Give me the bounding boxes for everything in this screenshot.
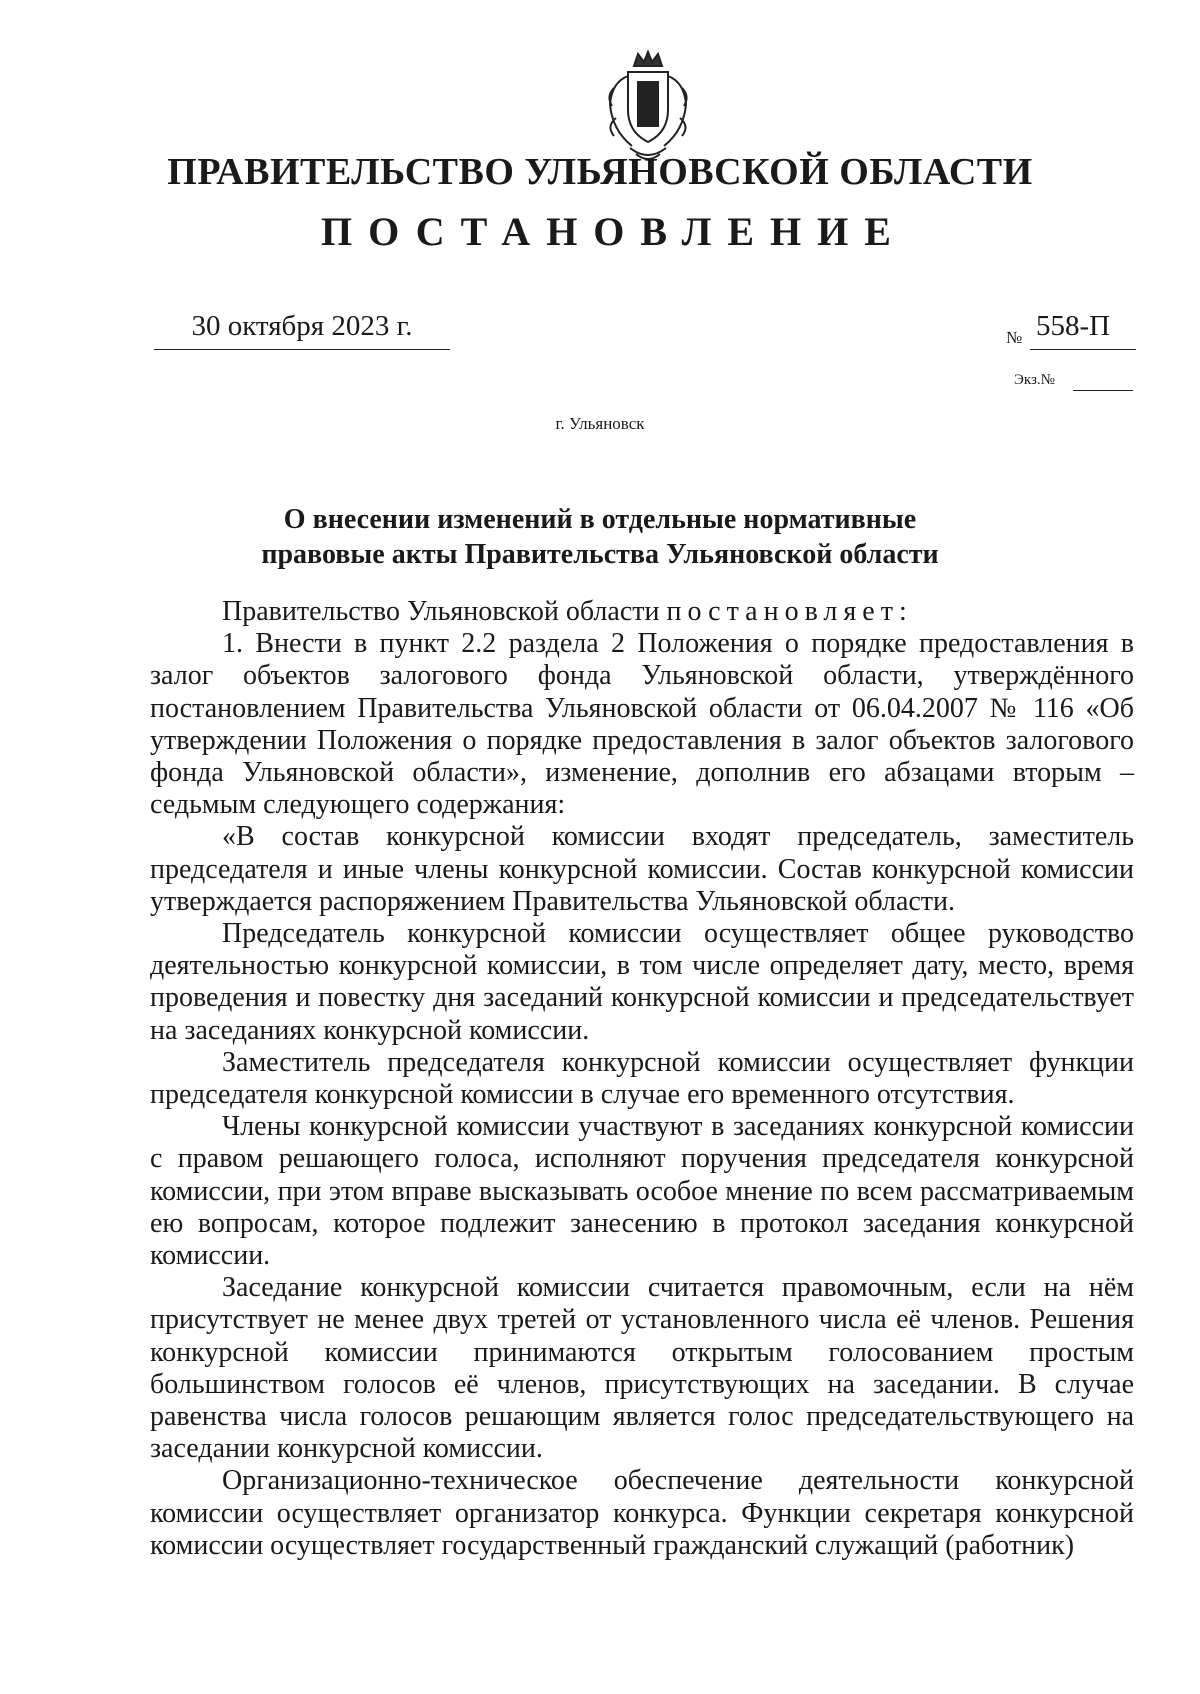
paragraph-1: 1. Внести в пункт 2.2 раздела 2 Положения о порядке предоставления в залог объектов залогового фонда Ульяновской области, утверждённого постановлением Правительства Ульяновской области от 06.04.2007 № 116 «Об утверждении Положения о порядке предоставления в залог объектов залогового фонда Ульяновской области», изменение, дополнив его абзацами вторым – седьмым следующего содержания:	[150, 628, 1134, 821]
document-body	[150, 596, 1134, 1562]
paragraph-3: Председатель конкурсной комиссии осуществляет общее руководство деятельностью конкурсной комиссии, в том числе определяет дату, место, время проведения и повестку дня заседаний конкурсной комиссии и председательствует на заседаниях конкурсной комиссии.	[150, 918, 1134, 1046]
subject-line-2: правовые акты Правительства Ульяновской области	[261, 539, 939, 570]
paragraph-4: Заместитель председателя конкурсной комиссии осуществляет функции председателя конкурсной комиссии в случае его временного отсутствия.	[150, 1046, 1134, 1111]
document-date: 30 октября 2023 г.	[154, 310, 450, 350]
intro-suffix: :	[898, 596, 907, 627]
government-name: ПРАВИТЕЛЬСТВО УЛЬЯНОВСКОЙ ОБЛАСТИ	[167, 151, 1033, 193]
paragraph-5: Члены конкурсной комиссии участвуют в заседаниях конкурсной комиссии с правом решающего голоса, исполняют поручения председателя конкурсной комиссии, при этом вправе высказывать особое мнение по всем рассматриваемым ею вопросам, которое подлежит занесению в протокол заседания конкурсной комиссии.	[150, 1111, 1134, 1272]
document-type: ПОСТАНОВЛЕНИЕ	[321, 209, 907, 254]
subject-line-1: О внесении изменений в отдельные нормативные	[283, 504, 917, 535]
copy-number-label: Экз.№	[1014, 372, 1055, 388]
decree-word: постановляет	[666, 596, 899, 627]
paragraph-2: «В состав конкурсной комиссии входят председатель, заместитель председателя и иные члены конкурсной комиссии. Состав конкурсной комиссии утверждается распоряжением Правительства Ульяновской области.	[150, 821, 1134, 917]
number-label: №	[1006, 328, 1023, 347]
document-subject	[220, 502, 980, 572]
paragraph-6: Заседание конкурсной комиссии считается правомочным, если на нём присутствует не менее двух третей от установленного числа её членов. Решения конкурсной комиссии принимаются открытым голосованием простым большинством голосов её членов, присутствующих на заседании. В случае равенства числа голосов решающим является голос председательствующего на заседании конкурсной комиссии.	[150, 1272, 1134, 1465]
copy-number-line	[1073, 390, 1133, 391]
intro-paragraph	[150, 596, 1134, 628]
document-number: 558-П	[1030, 310, 1136, 350]
paragraph-7: Организационно-техническое обеспечение деятельности конкурсной комиссии осуществляет организатор конкурса. Функции секретаря конкурсной комиссии осуществляет государственный гражданский служащий (работник)	[150, 1465, 1134, 1561]
city: г. Ульяновск	[555, 414, 645, 433]
intro-prefix: Правительство Ульяновской области	[222, 596, 667, 627]
coat-of-arms-icon	[600, 48, 696, 166]
